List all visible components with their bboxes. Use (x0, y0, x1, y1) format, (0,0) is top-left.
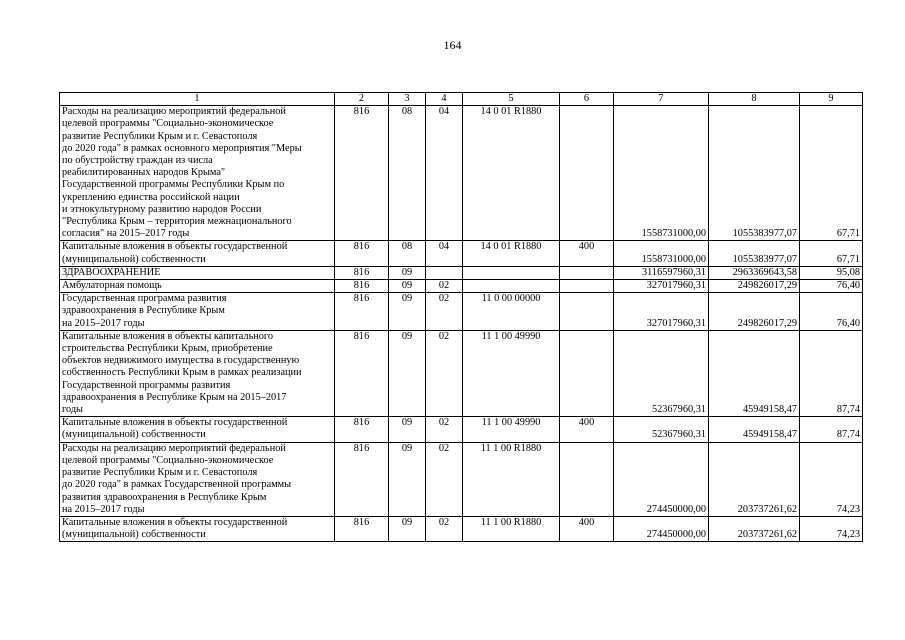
execution-percent-cell: 76,40 (800, 280, 863, 293)
execution-percent-cell: 95,08 (800, 266, 863, 279)
column-header: 4 (426, 93, 463, 106)
table-row (60, 330, 863, 416)
planned-amount-cell: 1558731000,00 (614, 241, 709, 266)
table-row (60, 516, 863, 541)
table-row (60, 266, 863, 279)
execution-percent-cell: 87,74 (800, 417, 863, 442)
subsection-code-cell: 02 (426, 442, 463, 516)
planned-amount-cell: 1558731000,00 (614, 106, 709, 241)
expense-type-cell (560, 293, 614, 331)
expense-type-cell: 400 (560, 241, 614, 266)
column-header: 5 (463, 93, 560, 106)
section-code-cell: 09 (389, 293, 426, 331)
executed-amount-cell: 1055383977,07 (709, 106, 800, 241)
row-name-cell: Капитальные вложения в объекты государственной (муниципальной) собственности (60, 241, 335, 266)
subsection-code-cell: 04 (426, 241, 463, 266)
ministry-code-cell: 816 (335, 106, 389, 241)
column-header: 8 (709, 93, 800, 106)
execution-percent-cell: 76,40 (800, 293, 863, 331)
subsection-code-cell: 02 (426, 293, 463, 331)
section-code-cell: 09 (389, 266, 426, 279)
section-code-cell: 08 (389, 106, 426, 241)
budget-table (59, 92, 863, 542)
execution-percent-cell: 87,74 (800, 330, 863, 416)
ministry-code-cell: 816 (335, 442, 389, 516)
target-item-cell: 14 0 01 R1880 (463, 106, 560, 241)
target-item-cell: 11 1 00 49990 (463, 417, 560, 442)
column-header: 9 (800, 93, 863, 106)
ministry-code-cell: 816 (335, 241, 389, 266)
row-name-cell: Амбулаторная помощь (60, 280, 335, 293)
row-name-cell: ЗДРАВООХРАНЕНИЕ (60, 266, 335, 279)
section-code-cell: 09 (389, 442, 426, 516)
table-row (60, 280, 863, 293)
planned-amount-cell: 327017960,31 (614, 293, 709, 331)
executed-amount-cell: 249826017,29 (709, 293, 800, 331)
expense-type-cell (560, 266, 614, 279)
execution-percent-cell: 67,71 (800, 106, 863, 241)
executed-amount-cell: 45949158,47 (709, 417, 800, 442)
target-item-cell (463, 266, 560, 279)
table-row (60, 106, 863, 241)
expense-type-cell: 400 (560, 516, 614, 541)
row-name-cell: Расходы на реализацию мероприятий федеральной целевой программы "Социально-экономическое развитие Республики Крым и г. Севастополя до 2020 года" в рамках основного мероприятия "Меры по обустройству граждан из числа реабилитированных народов Крыма" Государственной программы Республики Крым по укреплению единства российской нации и этнокультурному развитию народов России "Республика Крым – территория межнационального согласия" на 2015–2017 годы (60, 106, 335, 241)
target-item-cell: 11 0 00 00000 (463, 293, 560, 331)
subsection-code-cell: 02 (426, 417, 463, 442)
subsection-code-cell: 02 (426, 516, 463, 541)
executed-amount-cell: 203737261,62 (709, 442, 800, 516)
table-row (60, 293, 863, 331)
target-item-cell: 11 1 00 R1880 (463, 516, 560, 541)
ministry-code-cell: 816 (335, 417, 389, 442)
section-code-cell: 09 (389, 280, 426, 293)
expense-type-cell (560, 280, 614, 293)
row-name-cell: Капитальные вложения в объекты государственной (муниципальной) собственности (60, 417, 335, 442)
ministry-code-cell: 816 (335, 516, 389, 541)
table-row (60, 442, 863, 516)
column-header: 7 (614, 93, 709, 106)
executed-amount-cell: 1055383977,07 (709, 241, 800, 266)
subsection-code-cell: 04 (426, 106, 463, 241)
subsection-code-cell: 02 (426, 280, 463, 293)
section-code-cell: 09 (389, 330, 426, 416)
page-number: 164 (443, 38, 462, 52)
table-row (60, 417, 863, 442)
executed-amount-cell: 2963369643,58 (709, 266, 800, 279)
ministry-code-cell: 816 (335, 280, 389, 293)
column-header: 2 (335, 93, 389, 106)
ministry-code-cell: 816 (335, 293, 389, 331)
column-header: 3 (389, 93, 426, 106)
table-header-row (60, 93, 863, 106)
executed-amount-cell: 45949158,47 (709, 330, 800, 416)
expense-type-cell (560, 442, 614, 516)
section-code-cell: 09 (389, 516, 426, 541)
planned-amount-cell: 3116597960,31 (614, 266, 709, 279)
planned-amount-cell: 274450000,00 (614, 442, 709, 516)
execution-percent-cell: 74,23 (800, 516, 863, 541)
target-item-cell (463, 280, 560, 293)
planned-amount-cell: 327017960,31 (614, 280, 709, 293)
subsection-code-cell (426, 266, 463, 279)
expense-type-cell: 400 (560, 417, 614, 442)
execution-percent-cell: 74,23 (800, 442, 863, 516)
target-item-cell: 14 0 01 R1880 (463, 241, 560, 266)
executed-amount-cell: 203737261,62 (709, 516, 800, 541)
planned-amount-cell: 274450000,00 (614, 516, 709, 541)
target-item-cell: 11 1 00 R1880 (463, 442, 560, 516)
expense-type-cell (560, 106, 614, 241)
row-name-cell: Капитальные вложения в объекты государственной (муниципальной) собственности (60, 516, 335, 541)
subsection-code-cell: 02 (426, 330, 463, 416)
row-name-cell: Государственная программа развития здравоохранения в Республике Крым на 2015–2017 годы (60, 293, 335, 331)
planned-amount-cell: 52367960,31 (614, 417, 709, 442)
ministry-code-cell: 816 (335, 266, 389, 279)
expense-type-cell (560, 330, 614, 416)
section-code-cell: 08 (389, 241, 426, 266)
row-name-cell: Капитальные вложения в объекты капитального строительства Республики Крым, приобретение объектов недвижимого имущества в государственную собственность Республики Крым в рамках реализации Государственной программы развития здравоохранения в Республике Крым на 2015–2017 годы (60, 330, 335, 416)
row-name-cell: Расходы на реализацию мероприятий федеральной целевой программы "Социально-экономическое развитие Республики Крым и г. Севастополя до 2020 года" в рамках Государственной программы развития здравоохранения в Республике Крым на 2015–2017 годы (60, 442, 335, 516)
table-row (60, 241, 863, 266)
column-header: 1 (60, 93, 335, 106)
ministry-code-cell: 816 (335, 330, 389, 416)
target-item-cell: 11 1 00 49990 (463, 330, 560, 416)
execution-percent-cell: 67,71 (800, 241, 863, 266)
column-header: 6 (560, 93, 614, 106)
planned-amount-cell: 52367960,31 (614, 330, 709, 416)
section-code-cell: 09 (389, 417, 426, 442)
executed-amount-cell: 249826017,29 (709, 280, 800, 293)
